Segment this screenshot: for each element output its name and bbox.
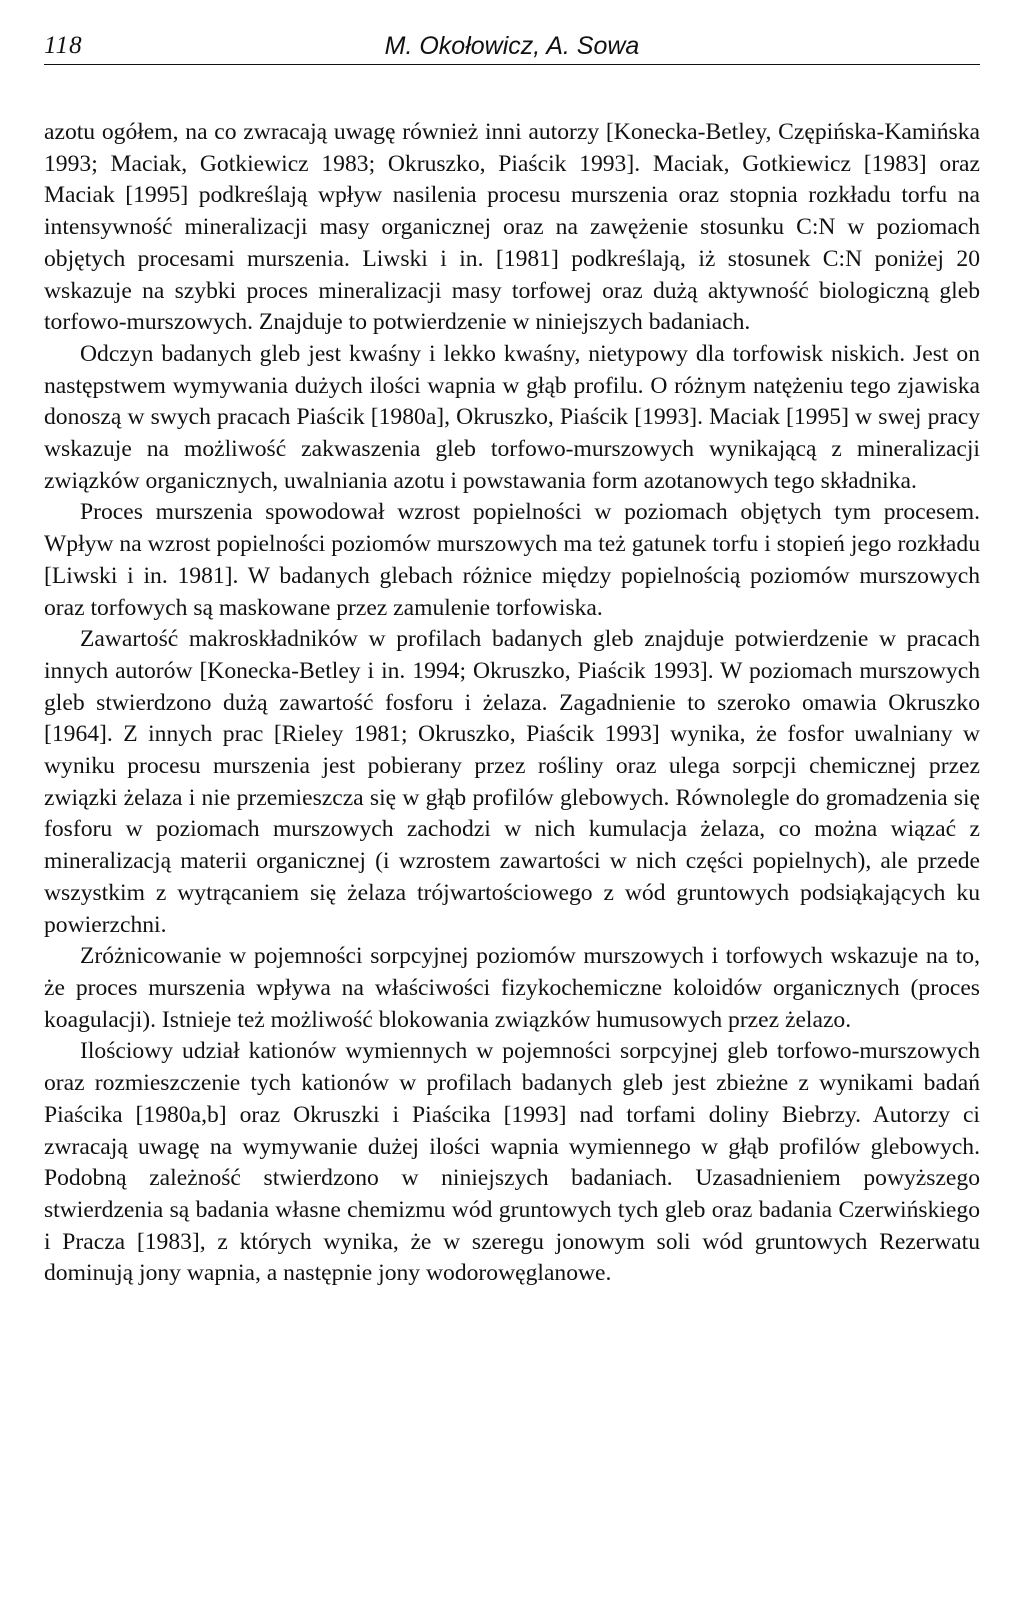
body-text — [44, 117, 980, 1290]
paragraph: azotu ogółem, na co zwracają uwagę również inni autorzy [Konecka-Betley, Czępińska-Kamińska 1993; Maciak, Gotkiewicz 1983; Okruszko, Piaścik 1993]. Maciak, Gotkiewicz [1983] oraz Maciak [1995] podkreślają wpływ nasilenia procesu murszenia oraz stopnia rozkładu torfu na intensywność mineralizacji masy organicznej oraz na zawężenie stosunku C:N w poziomach objętych procesami murszenia. Liwski i in. [1981] podkreślają, iż stosunek C:N poniżej 20 wskazuje na szybki proces mineralizacji masy torfowej oraz dużą aktywność biologiczną gleb torfowo-murszowych. Znajduje to potwierdzenie w niniejszych badaniach. — [44, 119, 980, 336]
paragraph: Odczyn badanych gleb jest kwaśny i lekko kwaśny, nietypowy dla torfowisk niskich. Jest on następstwem wymywania dużych ilości wapnia w głąb profilu. O różnym natężeniu tego zjawiska donoszą w swych pracach Piaścik [1980a], Okruszko, Piaścik [1993]. Maciak [1995] w swej pracy wskazuje na możliwość zakwaszenia gleb torfowo-murszowych wynikającą z mineralizacji związków organicznych, uwalniania azotu i powstawania form azotanowych tego składnika. — [44, 340, 980, 494]
paragraph: Proces murszenia spowodował wzrost popielności w poziomach objętych tym procesem. Wpływ na wzrost popielności poziomów murszowych ma też gatunek torfu i stopień jego rozkładu [Liwski i in. 1981]. W badanych glebach różnice między popielnością poziomów murszowych oraz torfowych są maskowane przez zamulenie torfowiska. — [44, 499, 980, 621]
paragraph: Ilościowy udział kationów wymiennych w pojemności sorpcyjnej gleb torfowo-murszowych oraz rozmieszczenie tych kationów w profilach badanych gleb jest zbieżne z wynikami badań Piaścika [1980a,b] oraz Okruszki i Piaścika [1993] nad torfami doliny Biebrzy. Autorzy ci zwracają uwagę na wymywanie dużej ilości wapnia wymiennego w głąb profilów glebowych. Podobną zależność stwierdzono w niniejszych badaniach. Uzasadnieniem powyższego stwierdzenia są badania własne chemizmu wód gruntowych tych gleb oraz badania Czerwińskiego i Pracza [1983], z których wynika, że w szeregu jonowym soli wód gruntowych Rezerwatu dominują jony wapnia, a następnie jony wodorowęglanowe. — [44, 1038, 980, 1287]
running-head: M. Okołowicz, A. Sowa — [384, 32, 640, 60]
paragraph: Zróżnicowanie w pojemności sorpcyjnej poziomów murszowych i torfowych wskazuje na to, że proces murszenia wpływa na właściwości fizykochemiczne koloidów organicznych (proces koagulacji). Istnieje też możliwość blokowania związków humusowych przez żelazo. — [44, 943, 980, 1033]
page — [44, 22, 980, 1290]
page-number: 118 — [44, 32, 83, 59]
paragraph: Zawartość makroskładników w profilach badanych gleb znajduje potwierdzenie w pracach innych autorów [Konecka-Betley i in. 1994; Okruszko, Piaścik 1993]. W poziomach murszowych gleb stwierdzono dużą zawartość fosforu i żelaza. Zagadnienie to szeroko omawia Okruszko [1964]. Z innych prac [Rieley 1981; Okruszko, Piaścik 1993] wynika, że fosfor uwalniany w wyniku procesu murszenia jest pobierany przez rośliny oraz ulega sorpcji chemicznej przez związki żelaza i nie przemieszcza się w głąb profilów glebowych. Równolegle do gromadzenia się fosforu w poziomach murszowych zachodzi w nich kumulacja żelaza, co można wiązać z mineralizacją materii organicznej (i wzrostem zawartości w nich części popielnych), ale przede wszystkim z wytrącaniem się żelaza trójwartościowego z wód gruntowych podsiąkających ku powierzchni. — [44, 626, 980, 938]
page-header — [44, 22, 980, 65]
